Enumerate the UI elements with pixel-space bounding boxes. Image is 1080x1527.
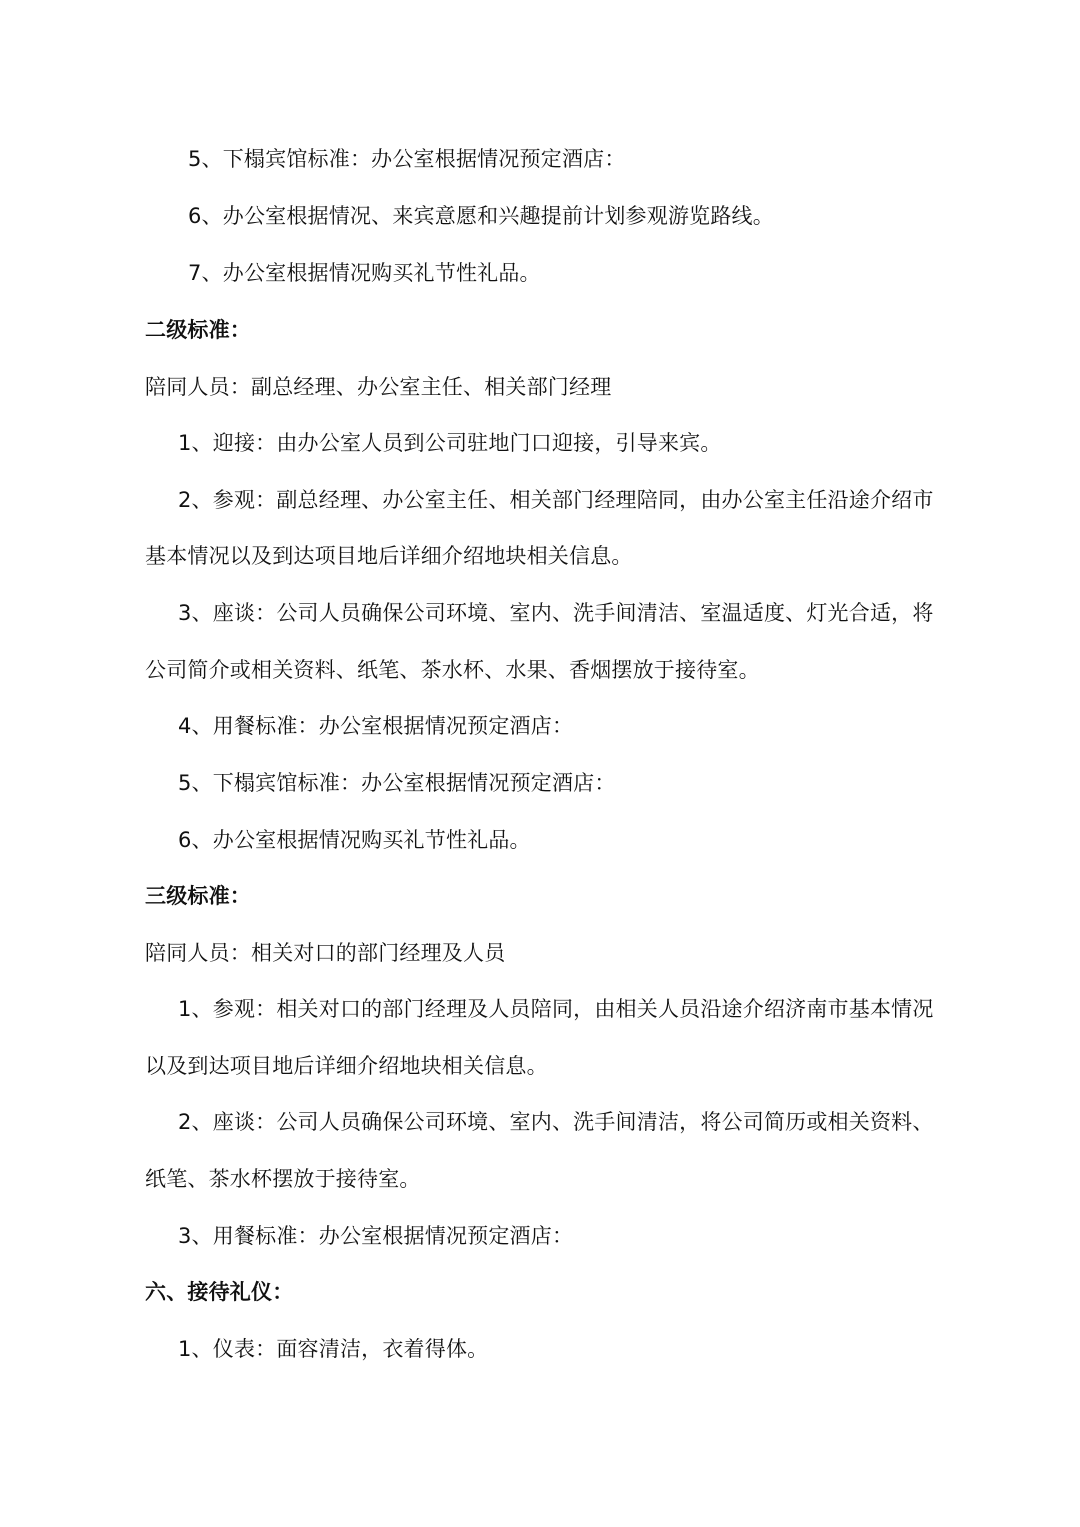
list-item: 5、下榻宾馆标准：办公室根据情况预定酒店： (178, 771, 616, 795)
list-item: 2、座谈：公司人员确保公司环境、室内、洗手间清洁，将公司简历或相关资料、 (178, 1110, 934, 1134)
paragraph: 陪同人员：相关对口的部门经理及人员 (145, 941, 506, 965)
section-heading: 六、接待礼仪： (145, 1280, 294, 1304)
paragraph: 陪同人员：副总经理、办公室主任、相关部门经理 (145, 375, 612, 399)
paragraph-continuation: 纸笔、茶水杯摆放于接待室。 (145, 1167, 421, 1191)
paragraph-continuation: 基本情况以及到达项目地后详细介绍地块相关信息。 (145, 544, 633, 568)
list-item: 6、办公室根据情况、来宾意愿和兴趣提前计划参观游览路线。 (188, 204, 774, 228)
list-item: 5、下榻宾馆标准：办公室根据情况预定酒店： (188, 147, 626, 171)
list-item: 7、办公室根据情况购买礼节性礼品。 (188, 261, 541, 285)
list-item: 2、参观：副总经理、办公室主任、相关部门经理陪同，由办公室主任沿途介绍市 (178, 488, 934, 512)
list-item: 1、参观：相关对口的部门经理及人员陪同，由相关人员沿途介绍济南市基本情况 (178, 997, 934, 1021)
list-item: 6、办公室根据情况购买礼节性礼品。 (178, 828, 531, 852)
paragraph-continuation: 以及到达项目地后详细介绍地块相关信息。 (145, 1054, 548, 1078)
list-item: 4、用餐标准：办公室根据情况预定酒店： (178, 714, 574, 738)
list-item: 1、仪表：面容清洁，衣着得体。 (178, 1337, 489, 1361)
list-item: 1、迎接：由办公室人员到公司驻地门口迎接，引导来宾。 (178, 431, 722, 455)
section-heading: 二级标准： (145, 318, 251, 342)
paragraph-continuation: 公司简介或相关资料、纸笔、茶水杯、水果、香烟摆放于接待室。 (145, 658, 760, 682)
list-item: 3、座谈：公司人员确保公司环境、室内、洗手间清洁、室温适度、灯光合适，将 (178, 601, 934, 625)
list-item: 3、用餐标准：办公室根据情况预定酒店： (178, 1224, 574, 1248)
section-heading: 三级标准： (145, 884, 251, 908)
